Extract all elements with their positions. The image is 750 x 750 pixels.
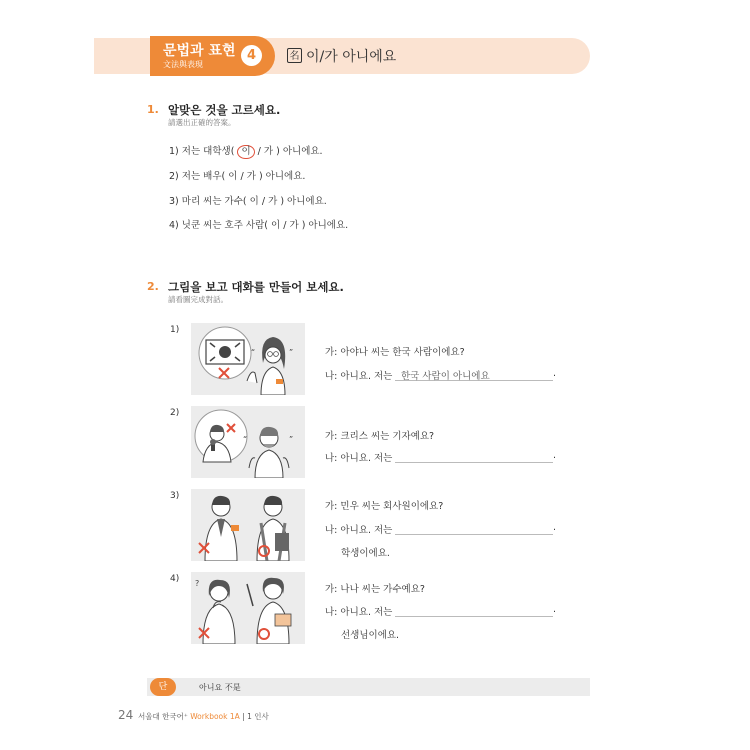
book-name: 서울대 한국어⁺	[138, 712, 188, 721]
section-title: 문법과 표현	[163, 43, 236, 59]
speaker-label: 가:	[325, 584, 338, 595]
picture-number: 1)	[170, 325, 180, 335]
item-number: 2)	[169, 171, 179, 182]
dialogue-line-a	[325, 428, 434, 442]
singer-teacher-illustration	[191, 572, 305, 644]
q2-number: 2.	[147, 280, 159, 293]
dialogue-line-a	[325, 581, 425, 595]
illustration-korean-flag-woman	[191, 323, 305, 395]
q1-item	[169, 168, 305, 182]
dialogue-line-b	[325, 604, 392, 618]
choice-separator: /	[240, 171, 244, 182]
choice-separator: /	[283, 220, 287, 231]
dialogue-line-a	[325, 498, 443, 512]
q1-subtitle: 請選出正確的答案。	[168, 118, 236, 127]
separator: |	[242, 712, 245, 721]
sentence-end: .	[553, 522, 557, 533]
dialogue-text: 나나 씨는 가수예요?	[340, 584, 425, 595]
choice-option[interactable]: 이	[249, 196, 259, 207]
dialogue-text: 아야나 씨는 한국 사람이에요?	[340, 347, 465, 358]
picture-number: 4)	[170, 574, 180, 584]
dialogue-line-b	[325, 450, 392, 464]
illustration-office-worker-student	[191, 489, 305, 561]
sentence-end: .	[553, 450, 557, 461]
svg-text:”: ”	[289, 348, 294, 357]
sentence-end: .	[553, 368, 557, 379]
choice-option[interactable]: 가	[268, 196, 278, 207]
speaker-label: 가:	[325, 501, 338, 512]
choice-option[interactable]: 이	[271, 220, 281, 231]
q1-number: 1.	[147, 103, 159, 116]
illustration-singer-teacher	[191, 572, 305, 644]
workbook-name: Workbook 1A	[190, 712, 240, 721]
speaker-label: 가:	[325, 347, 338, 358]
item-text: 닛쿤 씨는 호주 사람(	[181, 220, 268, 231]
choice-option[interactable]: 가	[246, 171, 256, 182]
choice-option[interactable]: 이	[228, 171, 238, 182]
reporter-illustration	[191, 406, 305, 478]
speaker-label: 가:	[325, 431, 338, 442]
dialogue-line-a	[325, 344, 465, 358]
section-subtitle: 文法與表現	[163, 60, 203, 69]
dialogue-text: 아니요. 저는	[340, 525, 393, 536]
section-number: 4	[241, 45, 262, 66]
speaker-label: 나:	[325, 607, 338, 618]
item-number: 3)	[169, 196, 179, 207]
item-number: 4)	[169, 220, 179, 231]
item-text-end: ) 아니에요.	[280, 196, 327, 207]
answer-blank[interactable]	[395, 522, 553, 535]
item-number: 1)	[169, 146, 179, 157]
noun-badge: 名	[287, 48, 302, 63]
q2-title: 그림을 보고 대화를 만들어 보세요.	[168, 280, 344, 294]
continuation-text: 학생이에요.	[341, 548, 390, 559]
item-text-end: ) 아니에요.	[276, 146, 323, 157]
speaker-label: 나:	[325, 453, 338, 464]
speaker-label: 나:	[325, 371, 338, 382]
sentence-end: .	[553, 604, 557, 615]
svg-text:?: ?	[195, 579, 200, 588]
dialogue-text: 아니요. 저는	[340, 371, 393, 382]
item-text-end: ) 아니에요.	[301, 220, 349, 231]
dialogue-line-b	[325, 368, 392, 382]
circled-choice[interactable]: 이	[237, 145, 254, 159]
item-text: 저는 배우(	[181, 171, 226, 182]
filled-answer: 한국 사람이 아니에요	[401, 371, 490, 382]
choice-separator: /	[261, 196, 266, 207]
choice-option[interactable]: 가	[289, 220, 299, 231]
speaker-label: 나:	[325, 525, 338, 536]
q1-title: 알맞은 것을 고르세요.	[168, 103, 281, 117]
item-text: 마리 씨는 가수(	[181, 196, 247, 207]
q1-item	[169, 193, 327, 207]
svg-text:”: ”	[289, 435, 294, 444]
item-text-end: ) 아니에요.	[258, 171, 306, 182]
answer-blank[interactable]	[395, 604, 553, 617]
book-title	[138, 711, 269, 722]
svg-text:“: “	[243, 435, 248, 444]
worker-student-illustration	[191, 489, 305, 561]
dialogue-text: 아니요. 저는	[340, 453, 393, 464]
q1-item	[169, 217, 348, 231]
dialogue-line-b	[325, 522, 392, 536]
picture-number: 2)	[170, 408, 180, 418]
q2-subtitle: 請看圖完成對話。	[168, 295, 228, 304]
vocabulary-icon: 단	[150, 678, 176, 696]
q1-item	[169, 143, 323, 159]
chapter-name: 1 인사	[247, 712, 269, 721]
dialogue-text: 민우 씨는 회사원이에요?	[340, 501, 444, 512]
dialogue-text: 아니요. 저는	[340, 607, 393, 618]
item-text: 저는 대학생(	[181, 146, 235, 157]
grammar-point: 이/가 아니에요	[306, 49, 397, 65]
svg-text:“: “	[251, 348, 256, 357]
illustration-reporter-man	[191, 406, 305, 478]
continuation-text: 선생님이에요.	[341, 630, 400, 641]
dialogue-text: 크리스 씨는 기자예요?	[340, 431, 435, 442]
picture-number: 3)	[170, 491, 180, 501]
answer-blank[interactable]	[395, 450, 553, 463]
choice-separator: /	[257, 146, 261, 157]
choice-option[interactable]: 가	[263, 146, 274, 157]
page-number: 24	[118, 708, 134, 722]
vocabulary-word: 아니요 不是	[199, 683, 241, 692]
woman-flag-illustration	[191, 323, 305, 395]
